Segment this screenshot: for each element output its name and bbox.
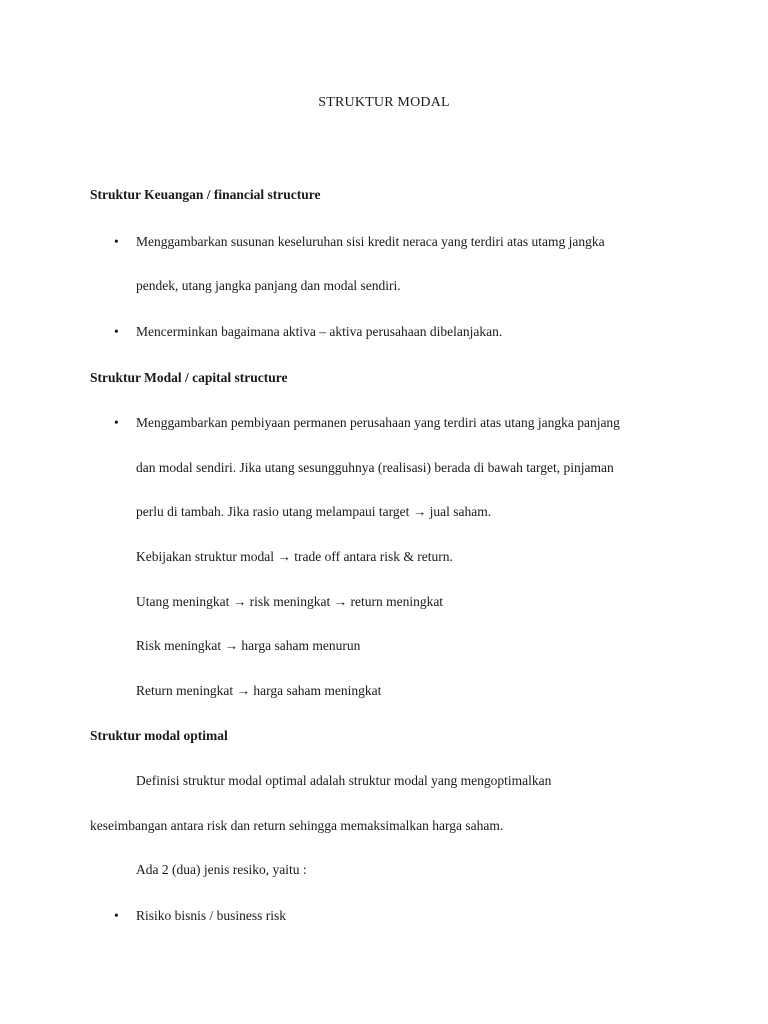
paragraph-line: Kebijakan struktur modal → trade off antara risk & return.	[136, 549, 453, 564]
bullet-marker: •	[114, 324, 119, 339]
section-heading-capital-structure: Struktur Modal / capital structure	[90, 370, 288, 385]
bullet-text-continued: dan modal sendiri. Jika utang sesungguhnya (realisasi) berada di bawah target, pinjaman	[136, 460, 614, 475]
paragraph-line: Utang meningkat → risk meningkat → return meningkat	[136, 594, 444, 609]
bullet-marker: •	[114, 234, 119, 249]
paragraph-line-continued: keseimbangan antara risk dan return sehingga memaksimalkan harga saham.	[90, 818, 504, 833]
bullet-text: Menggambarkan pembiyaan permanen perusahaan yang terdiri atas utang jangka panjang	[136, 415, 620, 430]
paragraph-line: Return meningkat → harga saham meningkat	[136, 683, 382, 698]
bullet-text: Mencerminkan bagaimana aktiva – aktiva perusahaan dibelanjakan.	[136, 324, 503, 339]
section-heading-optimal-capital-structure: Struktur modal optimal	[90, 728, 228, 743]
bullet-text-continued: pendek, utang jangka panjang dan modal sendiri.	[136, 278, 401, 293]
paragraph-line: Definisi struktur modal optimal adalah struktur modal yang mengoptimalkan	[136, 773, 552, 788]
bullet-text: Menggambarkan susunan keseluruhan sisi kredit neraca yang terdiri atas utamg jangka	[136, 234, 605, 249]
bullet-marker: •	[114, 415, 119, 430]
section-heading-financial-structure: Struktur Keuangan / financial structure	[90, 187, 321, 202]
paragraph-line: Ada 2 (dua) jenis resiko, yaitu :	[136, 862, 307, 877]
bullet-marker: •	[114, 908, 119, 923]
bullet-text: Risiko bisnis / business risk	[136, 908, 287, 923]
page-title: STRUKTUR MODAL	[318, 95, 450, 110]
bullet-text-continued: perlu di tambah. Jika rasio utang melampaui target → jual saham.	[136, 504, 492, 519]
paragraph-line: Risk meningkat → harga saham menurun	[136, 638, 361, 653]
